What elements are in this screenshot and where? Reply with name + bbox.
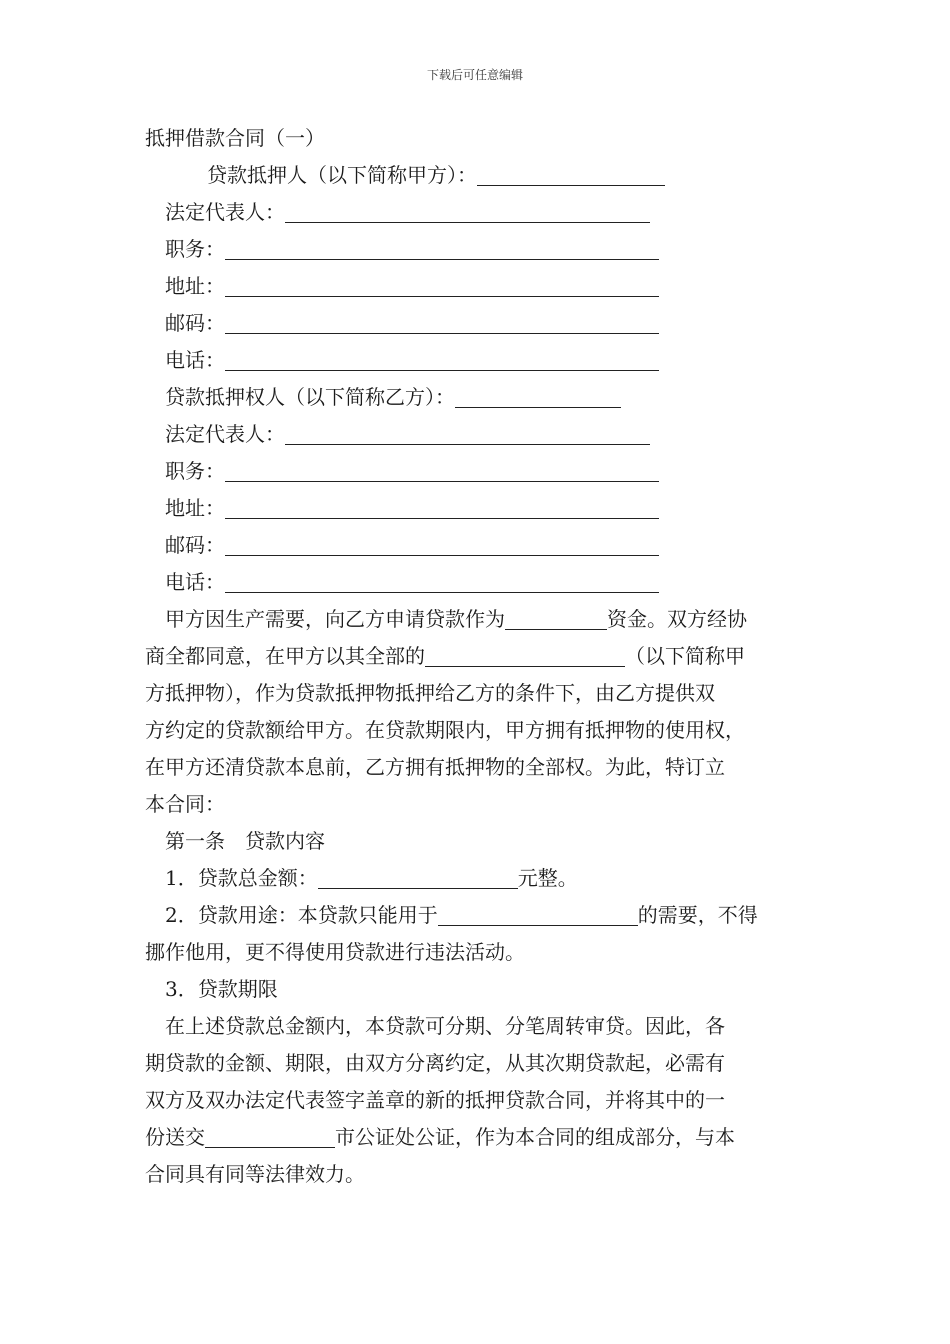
field-blank[interactable] xyxy=(225,568,659,593)
article-item-continued: 挪作他用，更不得使用贷款进行违法活动。 xyxy=(145,940,525,964)
loan-use-blank[interactable] xyxy=(438,901,638,926)
article-item: 3．贷款期限 xyxy=(165,977,278,1001)
contract-title: 抵押借款合同（一） xyxy=(145,126,325,150)
field-label: 地址： xyxy=(165,496,225,520)
field-blank[interactable] xyxy=(285,420,650,445)
article-paragraph-line xyxy=(145,1119,825,1156)
field-blank[interactable] xyxy=(225,272,659,297)
article-heading: 第一条 贷款内容 xyxy=(165,829,325,853)
intro-line: 本合同： xyxy=(145,792,225,816)
party-b-name-blank[interactable] xyxy=(455,383,621,408)
loan-amount-blank[interactable] xyxy=(318,864,518,889)
party-a-field xyxy=(145,305,825,342)
party-a-field xyxy=(145,231,825,268)
paragraph-text: 份送交 xyxy=(145,1125,205,1149)
party-b-field xyxy=(145,490,825,527)
article-paragraph-line: 双方及双办法定代表签字盖章的新的抵押贷款合同，并将其中的一 xyxy=(145,1088,725,1112)
field-blank[interactable] xyxy=(225,494,659,519)
intro-line xyxy=(145,638,825,675)
field-blank[interactable] xyxy=(225,531,659,556)
field-label: 法定代表人： xyxy=(165,422,285,446)
field-label: 电话： xyxy=(165,570,225,594)
collateral-blank[interactable] xyxy=(425,642,625,667)
intro-line xyxy=(145,601,825,638)
article-paragraph-line: 期贷款的金额、期限，由双方分离约定，从其次期贷款起，必需有 xyxy=(145,1051,725,1075)
party-b-heading xyxy=(145,379,825,416)
field-label: 职务： xyxy=(165,459,225,483)
party-b-field xyxy=(145,416,825,453)
intro-line: 方抵押物），作为贷款抵押物抵押给乙方的条件下，由乙方提供双 xyxy=(145,681,715,705)
field-label: 法定代表人： xyxy=(165,200,285,224)
party-a-field xyxy=(145,268,825,305)
article-item xyxy=(145,897,825,934)
field-label: 邮码： xyxy=(165,311,225,335)
field-blank[interactable] xyxy=(225,346,659,371)
fund-purpose-blank[interactable] xyxy=(505,605,607,630)
article-paragraph-line: 在上述贷款总金额内，本贷款可分期、分笔周转审贷。因此，各 xyxy=(165,1014,725,1038)
intro-line: 在甲方还清贷款本息前，乙方拥有抵押物的全部权。为此，特订立 xyxy=(145,755,725,779)
item-text: 元整。 xyxy=(517,866,578,890)
page-header-note: 下载后可任意编辑 xyxy=(426,68,523,82)
item-text: 的需要，不得 xyxy=(637,903,758,927)
field-label: 电话： xyxy=(165,348,225,372)
field-label: 邮码： xyxy=(165,533,225,557)
party-b-field xyxy=(145,453,825,490)
intro-text: 甲方因生产需要，向乙方申请贷款作为 xyxy=(165,607,505,631)
party-a-heading-label: 贷款抵押人（以下简称甲方）： xyxy=(207,163,477,187)
intro-line: 方约定的贷款额给甲方。在贷款期限内，甲方拥有抵押物的使用权， xyxy=(145,718,745,742)
party-a-field xyxy=(145,194,825,231)
intro-text: 商全都同意，在甲方以其全部的 xyxy=(145,644,425,668)
article-paragraph-line: 合同具有同等法律效力。 xyxy=(145,1162,365,1186)
contract-body xyxy=(145,120,825,1193)
field-label: 职务： xyxy=(165,237,225,261)
field-blank[interactable] xyxy=(225,309,659,334)
party-b-field xyxy=(145,564,825,601)
item-text: 2．贷款用途：本贷款只能用于 xyxy=(165,903,438,927)
city-blank[interactable] xyxy=(205,1123,335,1148)
field-blank[interactable] xyxy=(225,235,659,260)
field-label: 地址： xyxy=(165,274,225,298)
article-item xyxy=(145,860,825,897)
paragraph-text: 市公证处公证，作为本合同的组成部分，与本 xyxy=(335,1125,735,1149)
party-a-heading xyxy=(145,157,825,194)
party-a-name-blank[interactable] xyxy=(477,161,665,186)
item-text: 1．贷款总金额： xyxy=(165,866,318,890)
intro-text: （以下简称甲 xyxy=(625,644,745,668)
party-b-field xyxy=(145,527,825,564)
party-a-field xyxy=(145,342,825,379)
field-blank[interactable] xyxy=(285,198,650,223)
party-b-heading-label: 贷款抵押权人（以下简称乙方）： xyxy=(165,385,455,409)
field-blank[interactable] xyxy=(225,457,659,482)
intro-text: 资金。双方经协 xyxy=(607,607,747,631)
